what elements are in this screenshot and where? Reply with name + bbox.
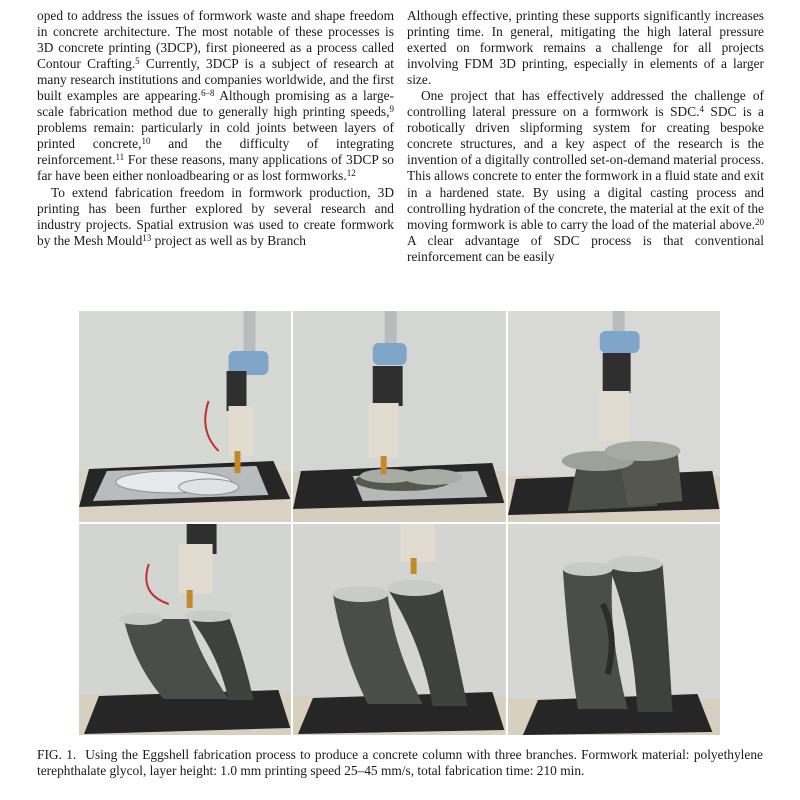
photo-panel-2 (293, 311, 505, 522)
right-text-column (407, 8, 764, 265)
left-text-column (37, 8, 394, 249)
photo-panel-6 (508, 524, 720, 735)
figure-photo-grid (79, 311, 720, 735)
paragraph: One project that has effectively addressed the challenge of controlling lateral pressure on a formwork is SDC.$^4$ SDC is a robotically driven slipforming system for creating bespoke concrete structures, and a key aspect of the research is the invention of a digitally controlled set-on-demand material process. This allows concrete to enter the formwork in a fluid state and exit in a hardened state. By using a digital casting process and controlling hydration of the concrete, the material at the exit of the moving formwork is able to carry the load of the material above.$^{20}$ A clear advantage of SDC process is that conventional reinforcement can be easily (407, 88, 764, 264)
photo-panel-5 (293, 524, 505, 735)
paragraph: To extend fabrication freedom in formwork production, 3D printing has been further explored by several research and industry projects. Spatial extrusion was used to create formwork by the Mesh Mould$^{13}$ project as well as by Branch (37, 184, 394, 248)
figure-label: FIG. 1. (37, 747, 77, 762)
paragraph: Although effective, printing these supports significantly increases printing time. In general, mitigating the high lateral pressure exerted on formwork remains a challenge for all projects involving FDM 3D printing, especially in elements of a larger size. (407, 8, 764, 88)
photo-panel-4 (79, 524, 291, 735)
photo-panel-3 (508, 311, 720, 522)
paragraph: oped to address the issues of formwork waste and shape freedom in concrete architecture. The most notable of these processes is 3D concrete printing (3DCP), first pioneered as a process called Contour Crafting.$^5$ Currently, 3DCP is a subject of research at many research institutions and companies worldwide, and the first built examples are appearing.$^{6-8}$ Although promising as a large-scale fabrication method due to generally high printing speeds,$^9$ problems remain: particularly in cold joints between layers of printed concrete,$^{10}$ and the difficulty of integrating reinforcement.$^{11}$ For these reasons, many applications of 3DCP so far have been either nonloadbearing or as lost formworks.$^{12}$ (37, 8, 395, 184)
figure-caption (37, 747, 763, 779)
photo-panel-1 (79, 311, 291, 522)
figure-caption-text: Using the Eggshell fabrication process to produce a concrete column with three branches. Formwork material: polyethylene terephthalate glycol, layer height: 1.0 mm printing speed 25–45 mm/s, total fabrication time: 210 min. (37, 747, 763, 778)
